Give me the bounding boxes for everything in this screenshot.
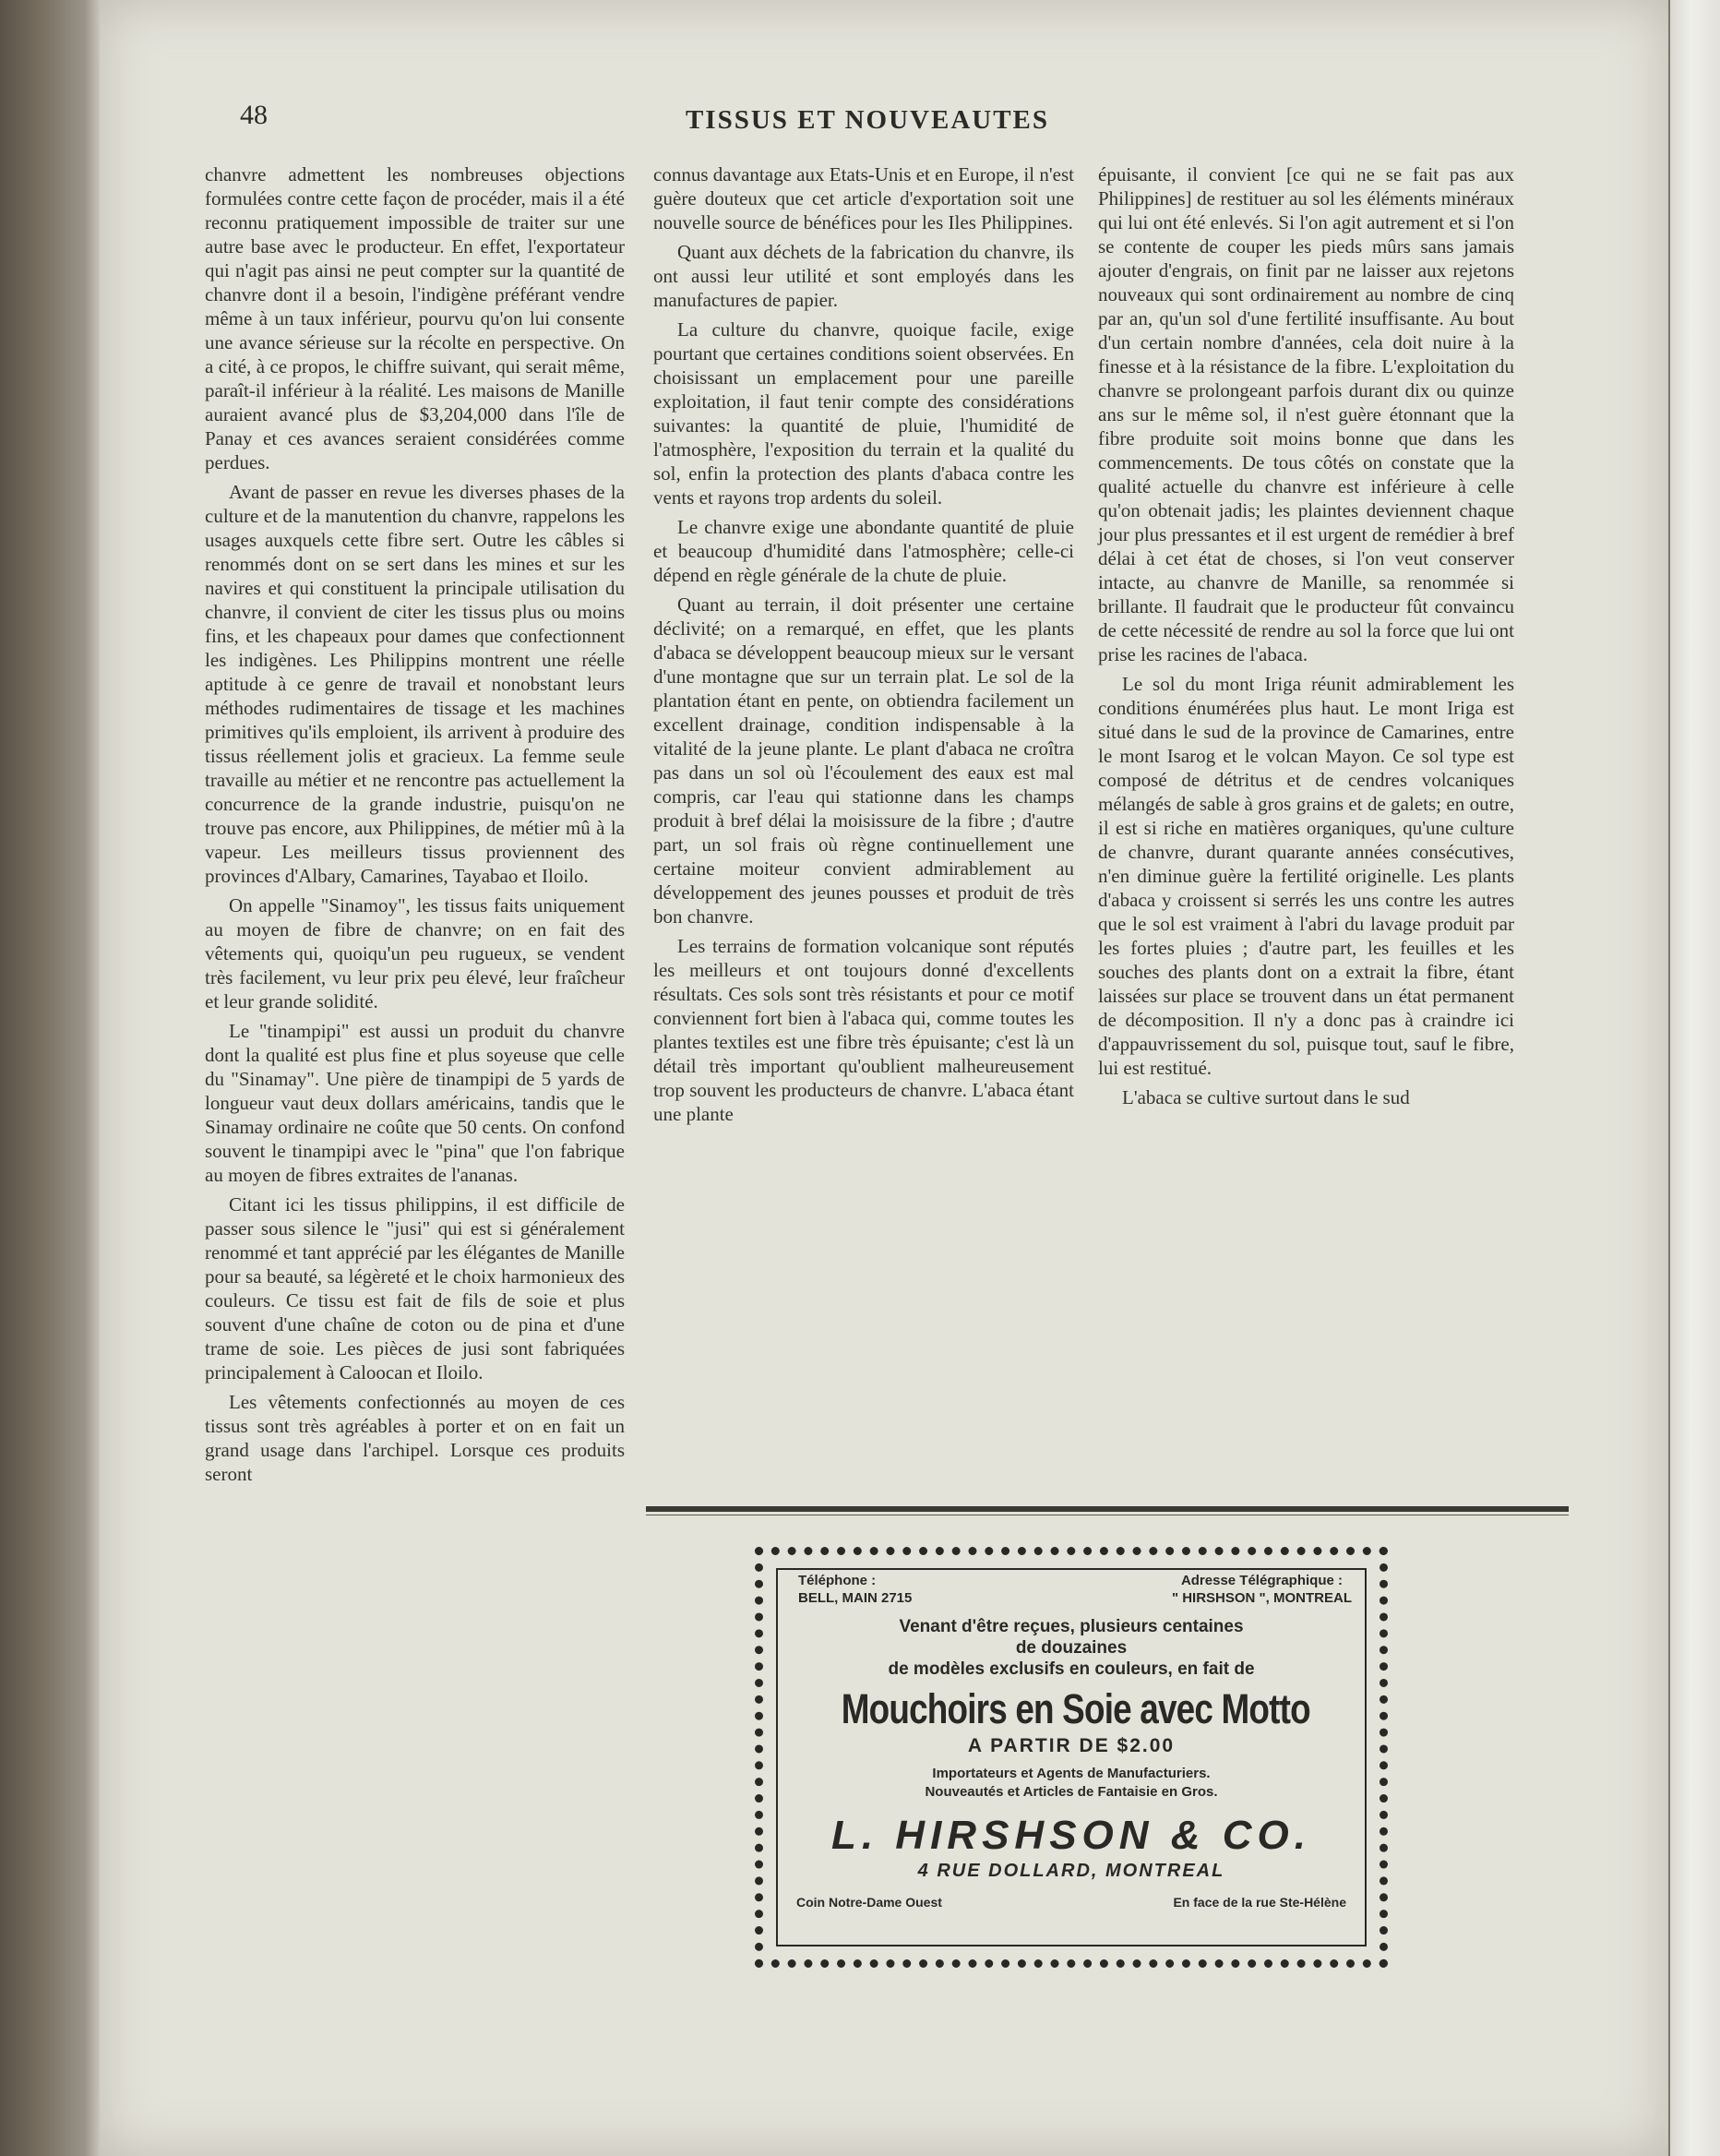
- ad-corner-right: En face de la rue Ste-Hélène: [1173, 1895, 1346, 1910]
- ad-intro-line: de douzaines: [1015, 1638, 1128, 1658]
- paragraph: Le sol du mont Iriga réunit admirablement les conditions énumérées plus haut. Le mont Iriga est situé dans le sud de la province de Camarines, entre le mont Isarog et le volcan Mayon. Ce sol type est composé de détritus et de cendres volcaniques mélangés de sable à gros grains et de galets; en outre, il est si riche en matières organiques, qu'une culture de chanvre, durant quarante années consécutives, n'en diminue guère la fertilité originelle. Les plants d'abaca y croissent si serrés les uns contre les autres que le sol est vraiment à l'abri du lavage produit par les fortes pluies ; d'autre part, les feuilles et les souches des plants dont on a extrait la fibre, étant laissées sur place se trouvent dans un état permanent de décomposition. Il n'y a donc pas à craindre ici d'appauvrissement du sol, puisque tout, sauf le fibre, lui est restitué.: [1098, 673, 1514, 1079]
- paragraph: Quant au terrain, il doit présenter une certaine déclivité; on a remarqué, en effet, que les plants d'abaca se développent beaucoup mieux sur le versant d'une montagne que sur un terrain plat. Le sol de la plantation étant en pente, on obtiendra facilement un excellent drainage, condition indispensable à la vitalité de la jeune plante. Le plant d'abaca ne croîtra pas dans un sol où l'écoulement des eaux est mal compris, car l'eau qui stationne dans les champs produit à bref délai la moisissure de la fibre ; d'autre part, un sol frais où règne continuellement une certaine moiteur convient admirablement au développement des jeunes pousses et produit de très bon chanvre.: [653, 593, 1074, 928]
- section-rule: [646, 1506, 1569, 1512]
- ad-agents-line: Importateurs et Agents de Manufacturiers.: [932, 1766, 1211, 1781]
- paragraph: Citant ici les tissus philippins, il est difficile de passer sous silence le "jusi" qui est si généralement renommé et tant apprécié par les élégantes de Manille pour sa beauté, sa légèreté et le choix harmonieux des couleurs. Ce tissu est fait de fils de soie et plus souvent d'une chaîne de coton ou de pina et d'une trame de soie. Les pièces de jusi sont fabriquées principalement à Caloocan et Iloilo.: [205, 1193, 625, 1383]
- telephone-value: BELL, MAIN 2715: [798, 1590, 913, 1606]
- ad-agents-line: Nouveautés et Articles de Fantaisie en Gros.: [925, 1784, 1218, 1800]
- ad-intro-line: Venant d'être reçues, plusieurs centaines: [899, 1617, 1244, 1636]
- paragraph: Le chanvre exige une abondante quantité de pluie et beaucoup d'humidité dans l'atmosphère; celle-ci dépend en règle générale de la chute de pluie.: [653, 516, 1074, 586]
- paragraph: On appelle "Sinamoy", les tissus faits uniquement au moyen de fibre de chanvre; on en fait des vêtements qui, quoiqu'un peu rugueux, se vendent très facilement, vu leur prix peu élevé, leur fraîcheur et leur grande solidité.: [205, 894, 625, 1012]
- text-column-3: [1098, 162, 1514, 1115]
- telephone-label: Téléphone :: [798, 1573, 877, 1588]
- paragraph: Les terrains de formation volcanique sont réputés les meilleurs et ont toujours donné d'excellents résultats. Ces sols sont très résistants et pour ce motif conviennent fort bien à l'abaca qui, comme toutes les plantes textiles est une fibre très épuisante; c'est là un détail très important qu'oublient malheureusement trop souvent les producteurs de chanvre. L'abaca étant une plante: [653, 935, 1074, 1125]
- ad-telegraph: [1172, 1572, 1352, 1607]
- ad-headline: Mouchoirs en Soie avec Motto: [841, 1685, 1310, 1732]
- ad-contacts: [791, 1572, 1352, 1607]
- paragraph: Les vêtements confectionnés au moyen de ces tissus sont très agréables à porter et on en fait un grand usage dans l'archipel. Lorsque ces produits seront: [205, 1391, 625, 1485]
- paragraph: épuisante, il convient [ce qui ne se fait pas aux Philippines] de restituer au sol les éléments minéraux qui lui ont été enlevés. Si l'on agit autrement et si l'on se contente de couper les pieds mûrs sans jamais ajouter d'engrais, on finit par ne laisser aux rejetons nouveaux qui sont ordinairement au nombre de cinq par an, qu'un sol d'une fertilité insuffisante. Au bout d'un certain nombre d'années, cela doit nuire à la finesse et à la résistance de la fibre. L'exploitation du chanvre se prolongeant parfois durant dix ou quinze ans sur le même sol, il n'est guère étonnant que la fibre produite soit moins bonne que dans les commencements. De tous côtés on constate que la qualité actuelle du chanvre est inférieure à celle qu'on obtenait jadis; les plaintes deviennent chaque jour plus pressantes et il est urgent de remédier à bref délai à cet état de choses, si l'on veut conserver intacte, au chanvre de Manille, sa renommée si brillante. Il faudrait que le producteur fût convaincu de cette nécessité de rendre au sol la force que lui ont prise les racines de l'abaca.: [1098, 163, 1514, 665]
- ad-intro-line: de modèles exclusifs en couleurs, en fait de: [888, 1659, 1255, 1679]
- ad-firm-name: L. HIRSHSON & CO.: [830, 1813, 1312, 1858]
- text-column-2: [653, 162, 1074, 1132]
- ad-intro: [791, 1616, 1352, 1680]
- paragraph: L'abaca se cultive surtout dans le sud: [1122, 1086, 1410, 1108]
- ad-telephone: [791, 1572, 912, 1607]
- ad-address: 4 RUE DOLLARD, MONTREAL: [917, 1861, 1225, 1881]
- page-number: 48: [240, 100, 268, 130]
- paragraph: La culture du chanvre, quoique facile, exige pourtant que certaines conditions soient observées. En choisissant un emplacement pour une pareille exploitation, il faut tenir compte des considérations suivantes: la quantité de pluie, l'humidité de l'atmosphère, l'exposition du terrain et la qualité du sol, enfin la protection des plants d'abaca contre les vents et rayons trop ardents du soleil.: [653, 318, 1074, 509]
- ad-price: A PARTIR DE $2.00: [967, 1735, 1176, 1756]
- telegraph-value: " HIRSHSON ", MONTREAL: [1171, 1590, 1352, 1606]
- paragraph: connus davantage aux Etats-Unis et en Europe, il n'est guère douteux que cet article d'exportation soit une nouvelle source de bénéfices pour les Iles Philippines.: [653, 163, 1074, 234]
- running-head: TISSUS ET NOUVEAUTES: [685, 105, 1050, 135]
- paragraph: Avant de passer en revue les diverses phases de la culture et de la manutention du chanvre, rappelons les usages auxquels cette fibre sert. Outre les câbles si renommés dont on se sert dans les mines et sur les navires et qui constituent la principale utilisation du chanvre, il convient de citer les tissus plus ou moins fins, et les chapeaux pour dames que confectionnent les indigènes. Les Philippins montrent une réelle aptitude à ce genre de travail et nonobstant leurs méthodes rudimentaires de tissage et les machines primitives qu'ils emploient, ils arrivent à produire des tissus réellement jolis et gracieux. La femme seule travaille au métier et ne rencontre pas actuellement la concurrence de la grande industrie, puisqu'on ne trouve pas encore, aux Philippines, de métier mû à la vapeur. Les meilleurs tissus proviennent des provinces d'Albary, Camarines, Tayabao et Iloilo.: [205, 481, 625, 887]
- binding-edge: [0, 0, 100, 2156]
- advertisement-box: [755, 1547, 1388, 1968]
- ad-corner-left: Coin Notre-Dame Ouest: [796, 1895, 942, 1910]
- paragraph: chanvre admettent les nombreuses objections formulées contre cette façon de procéder, mais il a été reconnu pratiquement impossible de traiter sur une autre base avec le producteur. En effet, l'exportateur qui n'agit pas ainsi ne peut compter sur la quantité de chanvre dont il a besoin, l'indigène préférant vendre même à un taux inférieur, pourvu qu'on lui consente une avance sérieuse sur la récolte en perspective. On a cité, à ce propos, le chiffre suivant, qui serait même, paraît-il inférieur à la réalité. Les maisons de Manille auraient avancé plus de $3,204,000 dans l'île de Panay et ces avances seraient considérées comme perdues.: [205, 163, 625, 473]
- telegraph-label: Adresse Télégraphique :: [1180, 1573, 1343, 1588]
- paragraph: Le "tinampipi" est aussi un produit du chanvre dont la qualité est plus fine et plus soyeuse que celle du "Sinamay". Une pière de tinampipi de 5 yards de longueur vaut deux dollars américains, tandis que le Sinamay ordinaire ne coûte que 50 cents. On confond souvent le tinampipi avec le "pina" que l'on fabrique au moyen de fibres extraites de l'ananas.: [205, 1020, 625, 1186]
- ad-location-notes: [791, 1895, 1352, 1910]
- text-column-1: [205, 162, 625, 1491]
- facing-page-edge: [1668, 0, 1720, 2156]
- paragraph: Quant aux déchets de la fabrication du chanvre, ils ont aussi leur utilité et sont employés dans les manufactures de papier.: [653, 241, 1074, 311]
- ad-agents: [791, 1765, 1352, 1802]
